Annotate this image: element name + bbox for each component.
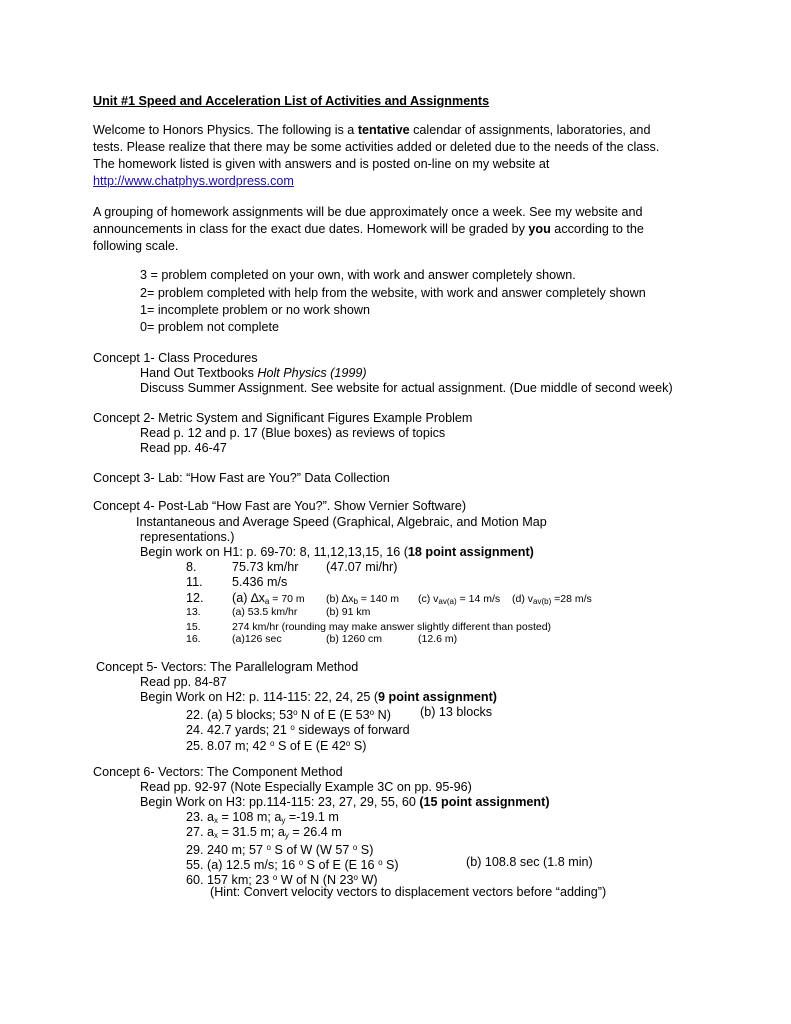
intro-text: calendar of assignments, laboratories, and: [409, 123, 651, 137]
degree-symbol: o: [378, 858, 383, 867]
answer-number: 11.: [186, 575, 203, 589]
concept-1-text: Hand Out Textbooks: [140, 366, 258, 380]
answer-text: = 140 m: [357, 593, 400, 605]
subscript: av(b): [533, 597, 552, 606]
points-label: (15 point assignment): [419, 795, 550, 809]
answer-value: 274 km/hr (rounding may make answer slightly different than posted): [232, 621, 552, 633]
subscript: x: [214, 816, 219, 825]
answer-text: N): [374, 708, 391, 722]
answer-22b: (b) 13 blocks: [420, 705, 493, 719]
points-label: 18 point assignment): [407, 545, 534, 559]
answer-text: 60. 157 km; 23: [186, 873, 273, 887]
concept-1-line-2: Discuss Summer Assignment. See website for actual assignment. (Due middle of second week): [140, 381, 673, 395]
concept-5-line-1: Read pp. 84-87: [140, 675, 227, 689]
answer-text: (d) v: [512, 593, 533, 605]
answer-value: (a) 53.5 km/hr: [232, 606, 298, 618]
answer-text: (c) v: [418, 593, 439, 605]
concept-1-line-1: [140, 366, 367, 381]
degree-symbol: o: [270, 739, 275, 748]
grading-emphasis: you: [528, 222, 551, 236]
concept-4-line-2: representations.): [140, 530, 235, 544]
grading-text: according to the: [550, 222, 644, 236]
concept-6-heading: Concept 6- Vectors: The Component Method: [93, 765, 343, 779]
intro-line-2: tests. Please realize that there may be some activities added or deleted due to the needs of the class.: [93, 140, 660, 154]
answer-text: (a): [232, 591, 251, 605]
page-title: Unit #1 Speed and Acceleration List of Activities and Assignments: [93, 94, 490, 108]
answer-12d: [512, 592, 592, 609]
intro-line-3: The homework listed is given with answers and is posted on-line on my website at: [93, 157, 550, 171]
degree-symbol: o: [352, 843, 358, 852]
answer-value: (a)126 sec: [232, 633, 282, 645]
intro-emphasis: tentative: [357, 123, 410, 137]
answer-value: (12.6 m): [418, 633, 458, 645]
concept-3-heading: Concept 3- Lab: “How Fast are You?” Data Collection: [93, 471, 390, 485]
answer-value: 75.73 km/hr: [232, 560, 299, 574]
answer-text: S): [382, 858, 399, 872]
concept-4-line-1: Instantaneous and Average Speed (Graphical, Algebraic, and Motion Map: [136, 515, 547, 529]
answer-text: N of E (E 53: [297, 708, 370, 722]
degree-symbol: o: [293, 708, 298, 717]
concept-1-heading: Concept 1- Class Procedures: [93, 351, 258, 365]
concept-2-line-1: Read p. 12 and p. 17 (Blue boxes) as reviews of topics: [140, 426, 446, 440]
degree-symbol: o: [266, 843, 271, 852]
subscript: b: [353, 597, 358, 606]
degree-symbol: o: [272, 873, 278, 882]
answer-number: 8.: [186, 560, 197, 574]
concept-6-line-2: [140, 795, 550, 810]
concept-5-heading: Concept 5- Vectors: The Parallelogram Method: [96, 660, 359, 674]
website-link[interactable]: http://www.chatphys.wordpress.com: [93, 174, 294, 188]
answer-text: 27. a: [186, 825, 215, 839]
grading-text: announcements in class for the exact due dates. Homework will be graded by: [93, 222, 529, 236]
answer-value: (b) 91 km: [326, 606, 371, 618]
concept-6-line-1: Read pp. 92-97 (Note Especially Example 3C on pp. 95-96): [140, 780, 472, 794]
answer-text: S): [357, 843, 374, 857]
subscript: av(a): [438, 597, 457, 606]
scale-item: 3 = problem completed on your own, with work and answer completely shown.: [140, 268, 576, 282]
grading-line-1: A grouping of homework assignments will be due approximately once a week. See my website and: [93, 205, 643, 219]
answer-text: = 26.4 m: [288, 825, 342, 839]
subscript: a: [264, 597, 270, 606]
answer-value: 5.436 m/s: [232, 575, 288, 589]
answer-text: S): [350, 739, 367, 753]
answer-text: sideways of forward: [294, 723, 410, 737]
answer-text: = 70 m: [269, 593, 305, 605]
concept-4-text: Begin work on H1: p. 69-70: 8, 11,12,13,15, 16 (: [140, 545, 408, 559]
degree-symbol: o: [369, 708, 375, 717]
answer-55b: (b) 108.8 sec (1.8 min): [466, 855, 593, 869]
delta-symbol: ∆: [250, 591, 259, 605]
answer-text: (b): [326, 593, 342, 605]
answer-text: 22. (a) 5 blocks; 53: [186, 708, 294, 722]
delta-symbol: ∆: [341, 593, 349, 605]
answer-text: S of W (W 57: [270, 843, 353, 857]
answer-25: [186, 736, 366, 754]
degree-symbol: o: [290, 723, 295, 732]
answer-text: =-19.1 m: [285, 810, 339, 824]
grading-line-2: [93, 222, 644, 237]
intro-text: Welcome to Honors Physics. The following is a: [93, 123, 358, 137]
degree-symbol: o: [353, 873, 358, 882]
answer-number: 12.: [186, 591, 204, 605]
answer-text: 55. (a) 12.5 m/s; 16: [186, 858, 299, 872]
points-label: 9 point assignment): [378, 690, 497, 704]
degree-symbol: o: [298, 858, 304, 867]
answer-text: x: [258, 591, 265, 605]
concept-6-text: Begin Work on H3: pp.114-115: 23, 27, 29, 55, 60: [140, 795, 420, 809]
scale-item: 0= problem not complete: [140, 320, 279, 334]
concept-2-heading: Concept 2- Metric System and Significant Figures Example Problem: [93, 411, 473, 425]
scale-item: 2= problem completed with help from the website, with work and answer completely shown: [140, 286, 646, 300]
answer-text: 24. 42.7 yards; 21: [186, 723, 291, 737]
answer-text: S of E (E 16: [303, 858, 379, 872]
answer-text: = 108 m; a: [218, 810, 282, 824]
concept-4-line-3: [140, 545, 534, 560]
answer-text: = 14 m/s: [456, 593, 501, 605]
subscript: y: [284, 831, 289, 840]
answer-value: (47.07 mi/hr): [326, 560, 398, 574]
degree-symbol: o: [345, 739, 351, 748]
answer-text: = 31.5 m; a: [218, 825, 285, 839]
answer-value: (b) 1260 cm: [326, 633, 383, 645]
answer-number: 16.: [186, 633, 201, 645]
answer-12c: [418, 592, 500, 609]
concept-5-text: Begin Work on H2: p. 114-115: 22, 24, 25 (: [140, 690, 379, 704]
textbook-title: Holt Physics (1999): [257, 366, 367, 380]
scale-item: 1= incomplete problem or no work shown: [140, 303, 370, 317]
subscript: x: [214, 831, 219, 840]
concept-2-line-2: Read pp. 46-47: [140, 441, 227, 455]
answer-number: 13.: [186, 606, 201, 618]
answer-text: W): [358, 873, 378, 887]
answer-text: 23. a: [186, 810, 215, 824]
grading-line-3: following scale.: [93, 239, 179, 253]
concept-4-heading: Concept 4- Post-Lab “How Fast are You?”. Show Vernier Software): [93, 499, 467, 513]
subscript: y: [281, 816, 286, 825]
concept-5-line-2: [140, 690, 497, 705]
answer-text: 25. 8.07 m; 42: [186, 739, 271, 753]
answer-text: x: [348, 593, 354, 605]
hint-text: (Hint: Convert velocity vectors to displacement vectors before “adding”): [210, 885, 607, 899]
answer-number: 15.: [186, 621, 201, 633]
answer-text: W of N (N 23: [277, 873, 354, 887]
answer-text: 29. 240 m; 57: [186, 843, 267, 857]
answer-text: =28 m/s: [551, 593, 592, 605]
answer-text: S of E (E 42: [274, 739, 346, 753]
intro-line-1: [93, 123, 650, 138]
